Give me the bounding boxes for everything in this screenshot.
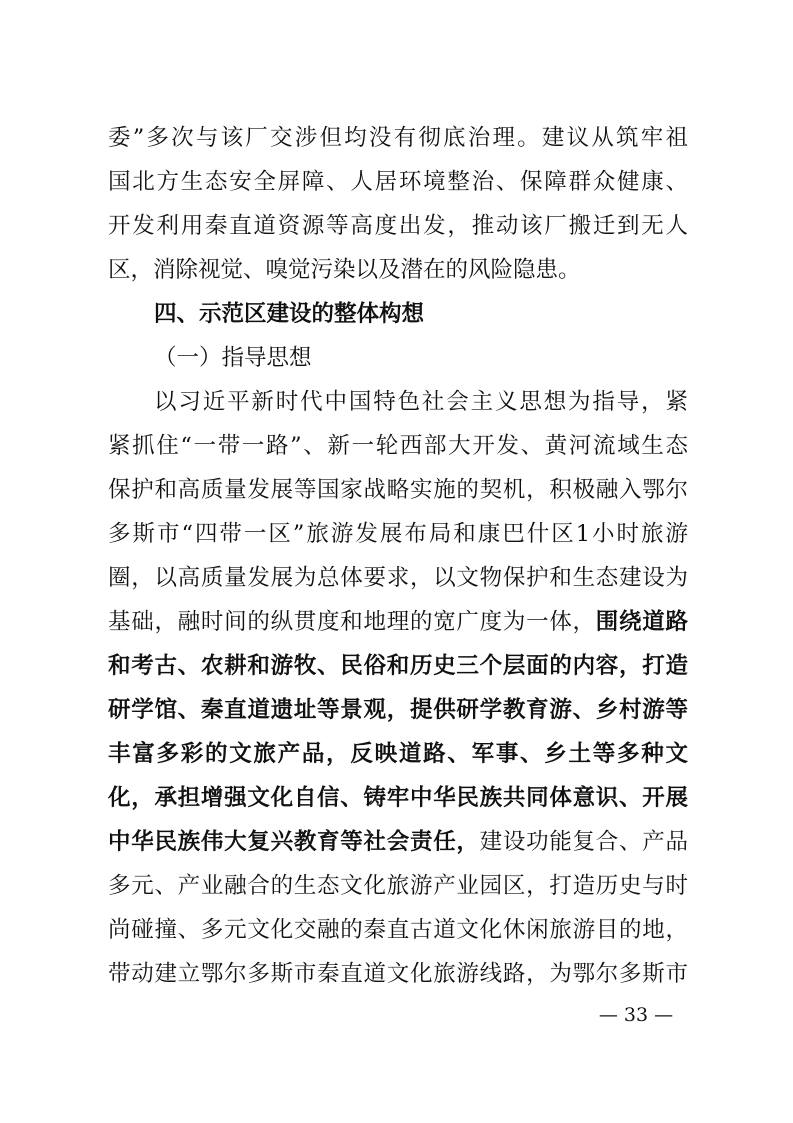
paragraph-line-mixed bbox=[108, 820, 688, 864]
paragraph-line: 开发利用秦直道资源等高度出发，推动该厂搬迁到无人 bbox=[108, 213, 688, 239]
paragraph-line: 多元、产业融合的生态文化旅游产业园区，打造历史与时 bbox=[108, 873, 688, 899]
paragraph-line: 保护和高质量发展等国家战略实施的契机，积极融入鄂尔 bbox=[108, 477, 688, 503]
paragraph-line: 以习近平新时代中国特色社会主义思想为指导，紧 bbox=[154, 389, 688, 415]
normal-text: 建设功能复合、产品 bbox=[479, 829, 688, 855]
paragraph-line: 带动建立鄂尔多斯市秦直道文化旅游线路，为鄂尔多斯市 bbox=[108, 961, 688, 987]
paragraph-line: 多斯市“四带一区”旅游发展布局和康巴什区1小时旅游 bbox=[108, 521, 688, 547]
emphasized-text: 中华民族伟大复兴教育等社会责任， bbox=[108, 829, 480, 855]
page-number: — 33 — bbox=[598, 1004, 674, 1026]
section-heading: 四、示范区建设的整体构想 bbox=[154, 301, 425, 327]
paragraph-line: 委”多次与该厂交涉但均没有彻底治理。建议从筑牢祖 bbox=[108, 125, 688, 151]
paragraph-line: 紧抓住“一带一路”、新一轮西部大开发、黄河流域生态 bbox=[108, 433, 688, 459]
emphasized-text: 围绕道路 bbox=[595, 609, 688, 635]
emphasized-line: 和考古、农耕和游牧、民俗和历史三个层面的内容，打造 bbox=[108, 653, 688, 679]
emphasized-line: 丰富多彩的文旅产品，反映道路、军事、乡土等多种文 bbox=[108, 741, 688, 767]
paragraph-line: 国北方生态安全屏障、人居环境整治、保障群众健康、 bbox=[108, 169, 688, 195]
paragraph-line: 区，消除视觉、嗅觉污染以及潜在的风险隐患。 bbox=[108, 257, 581, 283]
normal-text: 基础，融时间的纵贯度和地理的宽广度为一体， bbox=[108, 609, 596, 635]
emphasized-line: 化，承担增强文化自信、铸牢中华民族共同体意识、开展 bbox=[108, 785, 688, 811]
paragraph-line-mixed bbox=[108, 600, 688, 644]
emphasized-line: 研学馆、秦直道遗址等景观，提供研学教育游、乡村游等 bbox=[108, 697, 688, 723]
paragraph-line: 圈，以高质量发展为总体要求，以文物保护和生态建设为 bbox=[108, 565, 688, 591]
subsection-heading: （一）指导思想 bbox=[154, 345, 312, 371]
paragraph-line: 尚碰撞、多元文化交融的秦直古道文化休闲旅游目的地， bbox=[108, 917, 688, 943]
